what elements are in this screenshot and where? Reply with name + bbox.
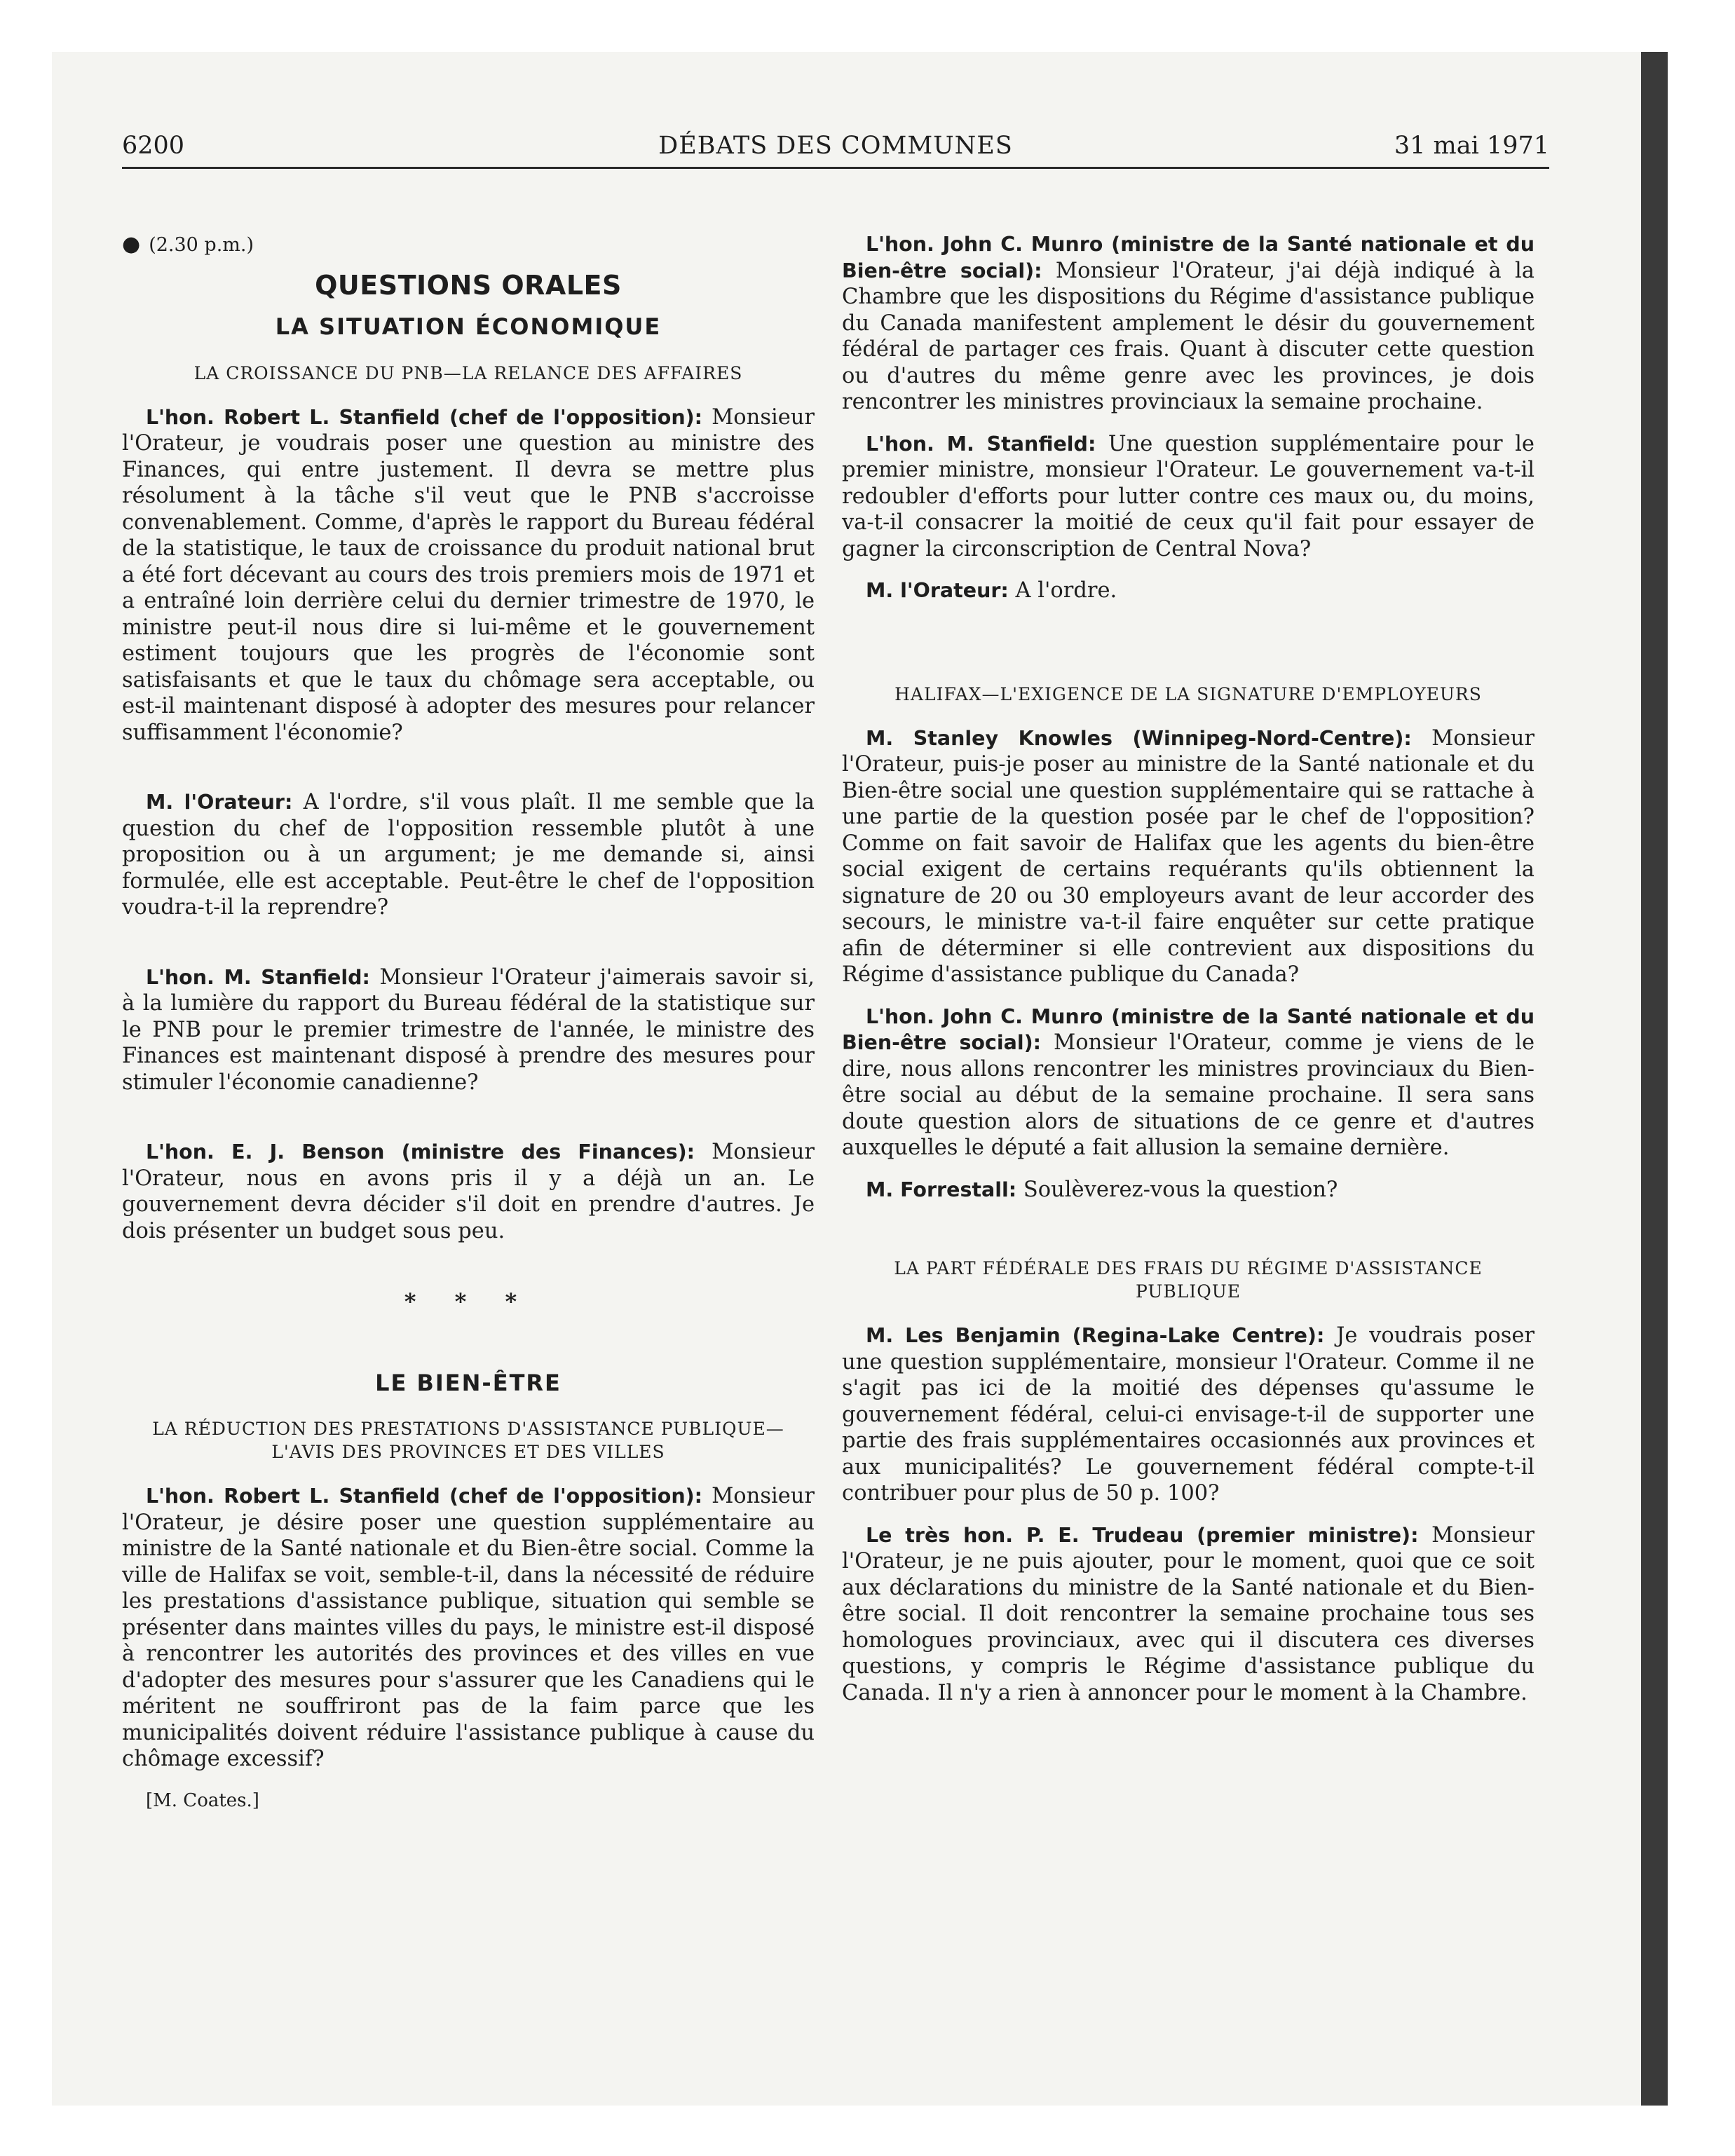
issue-date: 31 mai 1971 <box>1394 132 1549 160</box>
bullet-icon: ● <box>122 232 141 257</box>
publication-title: DÉBATS DES COMMUNES <box>658 132 1013 160</box>
speech <box>122 789 815 921</box>
subheading-welfare-reduction: LA RÉDUCTION DES PRESTATIONS D'ASSISTANCE PUBLIQUE—L'AVIS DES PROVINCES ET DES VILLES <box>152 1419 784 1462</box>
speech-text: Je voudrais poser une question supplémentaire, monsieur l'Orateur. Comme il ne s'agit pas ici de la moitié des dépenses qu'assume le gouvernement fédéral, celui-ci envisage-t-il de supporter une partie des frais supplémentaires occasionnés aux provinces et aux municipalités? Le gouvernement fédéral compte-t-il contribuer pour plus de 50 p. 100? <box>842 1323 1535 1506</box>
page-number: 6200 <box>122 132 185 160</box>
section-heading-economy: LA SITUATION ÉCONOMIQUE <box>275 313 662 340</box>
subheading-pnb: LA CROISSANCE DU PNB—LA RELANCE DES AFFAIRES <box>193 362 743 383</box>
speech-text: Monsieur l'Orateur j'aimerais savoir si, à la lumière du rapport du Bureau fédéral de la statistique sur le PNB pour le premier trimestre de l'année, le ministre des Finances est maintenant disposé à prendre des mesures pour stimuler l'économie canadienne? <box>122 964 815 1095</box>
speaker-name: L'hon. John C. Munro (ministre de la Santé nationale et du Bien-être social): <box>842 233 1535 282</box>
speaker-name: M. l'Orateur: <box>866 579 1009 602</box>
speech <box>842 725 1535 988</box>
subheading-halifax: HALIFAX—L'EXIGENCE DE LA SIGNATURE D'EMPLOYEURS <box>894 683 1482 704</box>
subheading-federal-share: LA PART FÉDÉRALE DES FRAIS DU RÉGIME D'ASSISTANCE PUBLIQUE <box>894 1258 1483 1302</box>
speaker-name: Le très hon. P. E. Trudeau (premier ministre): <box>866 1523 1419 1547</box>
speaker-name: M. l'Orateur: <box>146 791 293 814</box>
speech-text: A l'ordre, s'il vous plaît. Il me semble que la question du chef de l'opposition ressemble plutôt à une proposition ou à un argument; je me demande si, ainsi formulée, elle est acceptable. Peut-être le chef de l'opposition voudra-t-il la reprendre? <box>122 790 815 920</box>
speech-text: Une question supplémentaire pour le premier ministre, monsieur l'Orateur. Le gouvernement va-t-il redoubler d'efforts pour lutter contre ces maux ou, du moins, va-t-il consacrer la moitié de ceux qu'il fait pour essayer de gagner la circonscription de Central Nova? <box>842 431 1535 561</box>
right-column <box>842 231 1535 1721</box>
speech <box>842 1004 1535 1161</box>
speech <box>842 431 1535 563</box>
speech-text: Soulèverez-vous la question? <box>1023 1177 1338 1202</box>
speech-text: Monsieur l'Orateur, je voudrais poser une question au ministre des Finances, qui entre justement. Il devra se mettre plus résolument à la tâche s'il veut que le PNB s'accroisse convenablement. Comme, d'après le rapport du Bureau fédéral de la statistique, le taux de croissance du produit national brut a été fort décevant au cours des trois premiers mois de 1971 et a entraîné loin derrière celui du dernier trimestre de 1970, le ministre peut-il nous dire si lui-même et le gouvernement estiment toujours que les progrès de l'économie sont satisfaisants et que le taux du chômage sera acceptable, ou est-il maintenant disposé à adopter des mesures pour relancer suffisamment l'économie? <box>122 404 815 745</box>
time-marker: ● (2.30 p.m.) <box>122 232 254 257</box>
header-rule <box>122 167 1549 169</box>
speech <box>842 1522 1535 1707</box>
speaker-name: L'hon. Robert L. Stanfield (chef de l'opposition): <box>146 1485 703 1508</box>
speech <box>842 231 1535 416</box>
speech-text: Monsieur l'Orateur, je ne puis ajouter, pour le moment, quoi que ce soit aux déclarations du ministre de la Santé nationale et du Bien-être social. Il doit rencontrer la semaine prochaine tous ses homologues provinciaux, avec qui il discutera ces diverses questions, y compris le Régime d'assistance publique du Canada. Il n'y a rien à annoncer pour le moment à la Chambre. <box>842 1522 1535 1705</box>
speech <box>842 1323 1535 1507</box>
page-header <box>122 132 1549 167</box>
speech-text: Monsieur l'Orateur, comme je viens de le dire, nous allons rencontrer les ministres provinciaux du Bien-être social au début de la semaine prochaine. Il sera sans doute question alors de situations de ce genre et d'autres auxquelles le député a fait allusion la semaine dernière. <box>842 1030 1535 1160</box>
speech-text: Monsieur l'Orateur, puis-je poser au ministre de la Santé nationale et du Bien-être social une question supplémentaire qui se rattache à une partie de la question posée par le chef de l'opposition? Comme on fait savoir de Halifax que les agents du bien-être social exigent de certains requérants qu'ils obtiennent la signature de 20 ou 30 employeurs avant de leur accorder des secours, le ministre va-t-il faire enquêter sur cette pratique afin de déterminer si elle contrevient aux dispositions du Régime d'assistance publique du Canada? <box>842 725 1535 987</box>
speaker-name: M. Forrestall: <box>866 1178 1017 1201</box>
speech <box>122 1483 815 1773</box>
speaker-name: M. Les Benjamin (Regina-Lake Centre): <box>866 1324 1325 1347</box>
speech-text: Monsieur l'Orateur, je désire poser une question supplémentaire au ministre de la Santé nationale et du Bien-être social. Comme la ville de Halifax se voit, semble-t-il, dans la nécessité de réduire les prestations d'assistance publique, situation qui semble se présenter dans maintes villes du pays, le ministre est-il disposé à rencontrer les autorités des provinces et des villes en vue d'adopter des mesures pour s'assurer que les Canadiens qui le méritent ne souffriront pas de la faim parce que les municipalités doivent réduire l'assistance publique à cause du chômage excessif? <box>122 1484 815 1771</box>
speech <box>122 1139 815 1244</box>
scan-edge-shadow <box>1641 52 1668 2106</box>
speech <box>842 578 1535 604</box>
speaker-name: L'hon. John C. Munro (ministre de la Santé nationale et du Bien-être social): <box>842 1004 1535 1054</box>
speech-text: A l'ordre. <box>1015 578 1117 603</box>
speaker-name: M. Stanley Knowles (Winnipeg-Nord-Centre): <box>866 726 1412 750</box>
speaker-name: L'hon. Robert L. Stanfield (chef de l'opposition): <box>146 405 703 429</box>
speech-text: Monsieur l'Orateur, j'ai déjà indiqué à la Chambre que les dispositions du Régime d'assistance publique du Canada manifestent amplement le désir du gouvernement fédéral de partager ces frais. Quant à discuter cette question ou d'autres du même genre avec les provinces, je dois rencontrer les ministres provinciaux la semaine prochaine. <box>842 258 1535 414</box>
speaker-name: L'hon. M. Stanfield: <box>146 965 370 989</box>
footer-note: [M. Coates.] <box>146 1789 259 1811</box>
section-heading-welfare: LE BIEN-ÊTRE <box>375 1369 562 1396</box>
speech-text: Monsieur l'Orateur, nous en avons pris il y a déjà un an. Le gouvernement devra décider s'il doit en prendre d'autres. Je dois présenter un budget sous peu. <box>122 1140 815 1243</box>
main-heading: QUESTIONS ORALES <box>315 269 622 301</box>
speaker-name: L'hon. M. Stanfield: <box>866 432 1096 456</box>
left-column <box>122 231 815 1814</box>
speech <box>122 964 815 1096</box>
section-separator: * * * <box>404 1288 533 1315</box>
speaker-name: L'hon. E. J. Benson (ministre des Finances): <box>146 1140 695 1164</box>
speech <box>842 1177 1535 1203</box>
speech <box>122 404 815 746</box>
